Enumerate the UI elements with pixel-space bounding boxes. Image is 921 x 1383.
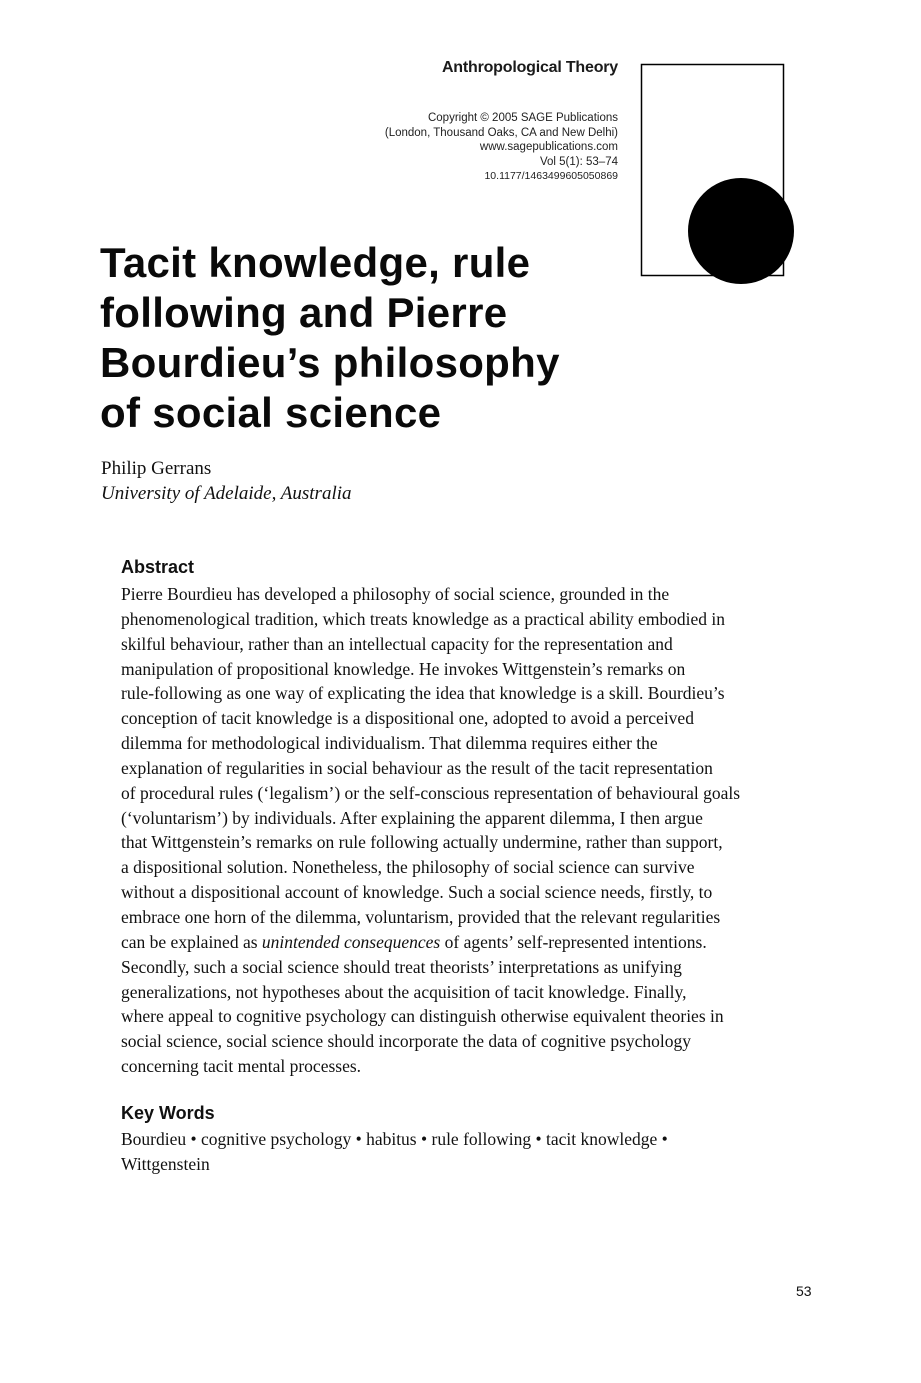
- keywords-heading: Key Words: [121, 1103, 215, 1123]
- abstract-line: where appeal to cognitive psychology can distinguish otherwise equivalent theories in: [121, 1006, 724, 1027]
- abstract-line: skilful behaviour, rather than an intellectual capacity for the representation and: [121, 633, 673, 654]
- abstract-text: of agents’ self-represented intentions.: [440, 931, 707, 952]
- abstract-line: without a dispositional account of knowledge. Such a social science needs, firstly, to: [121, 882, 713, 903]
- publisher-locations: (London, Thousand Oaks, CA and New Delhi): [384, 126, 618, 139]
- abstract-line: a dispositional solution. Nonetheless, the philosophy of social science can survive: [121, 857, 695, 878]
- page-number: 53: [796, 1283, 812, 1299]
- abstract-line: explanation of regularities in social behaviour as the result of the tacit representation: [121, 757, 713, 778]
- abstract-line: Pierre Bourdieu has developed a philosophy of social science, grounded in the: [121, 584, 670, 604]
- abstract-body: [121, 582, 761, 1079]
- title-line: Bourdieu’s philosophy: [100, 339, 560, 386]
- author-affiliation: University of Adelaide, Australia: [101, 483, 352, 504]
- abstract-heading: Abstract: [121, 557, 195, 577]
- abstract-line: that Wittgenstein’s remarks on rule following actually undermine, rather than support,: [121, 832, 723, 853]
- abstract-line: [121, 930, 761, 955]
- abstract-text: can be explained as: [121, 931, 262, 952]
- abstract-line: (‘voluntarism’) by individuals. After explaining the apparent dilemma, I then argue: [121, 807, 703, 828]
- abstract-line: manipulation of propositional knowledge. He invokes Wittgenstein’s remarks on: [121, 658, 686, 679]
- keywords-line: Wittgenstein: [121, 1153, 210, 1174]
- article-title: [100, 238, 660, 438]
- title-line: of social science: [100, 389, 442, 436]
- abstract-line: social science, social science should incorporate the data of cognitive psychology: [121, 1031, 692, 1052]
- abstract-line: dilemma for methodological individualism. That dilemma requires either the: [121, 733, 658, 754]
- abstract-line: rule-following as one way of explicating the idea that knowledge is a skill. Bourdieu’s: [121, 683, 725, 704]
- journal-logo-icon: [640, 63, 800, 293]
- abstract-line: generalizations, not hypotheses about the acquisition of tacit knowledge. Finally,: [121, 981, 687, 1002]
- title-line: Tacit knowledge, rule: [100, 239, 531, 286]
- abstract-line: phenomenological tradition, which treats knowledge as a practical ability embodied in: [121, 608, 726, 629]
- abstract-line: of procedural rules (‘legalism’) or the self-conscious representation of behavioural goals: [121, 782, 741, 803]
- publication-info: [385, 111, 618, 184]
- abstract-line: Secondly, such a social science should treat theorists’ interpretations as unifying: [121, 956, 682, 977]
- volume-info: Vol 5(1): 53–74: [539, 155, 618, 168]
- abstract-line: embrace one horn of the dilemma, voluntarism, provided that the relevant regularities: [121, 906, 721, 927]
- journal-title: Anthropological Theory: [441, 59, 618, 76]
- title-line: following and Pierre: [100, 289, 508, 336]
- abstract-line: conception of tacit knowledge is a dispositional one, adopted to avoid a perceived: [121, 708, 694, 729]
- abstract-line: concerning tacit mental processes.: [121, 1056, 362, 1077]
- publisher-website: www.sagepublications.com: [479, 141, 618, 153]
- doi: 10.1177/1463499605050869: [484, 170, 618, 182]
- italic-emphasis: unintended consequences: [261, 931, 441, 952]
- copyright-line: Copyright © 2005 SAGE Publications: [427, 112, 618, 124]
- keywords-list: [121, 1127, 761, 1177]
- author-name: Philip Gerrans: [101, 458, 212, 479]
- keywords-line: Bourdieu • cognitive psychology • habitus • rule following • tacit knowledge •: [121, 1129, 668, 1149]
